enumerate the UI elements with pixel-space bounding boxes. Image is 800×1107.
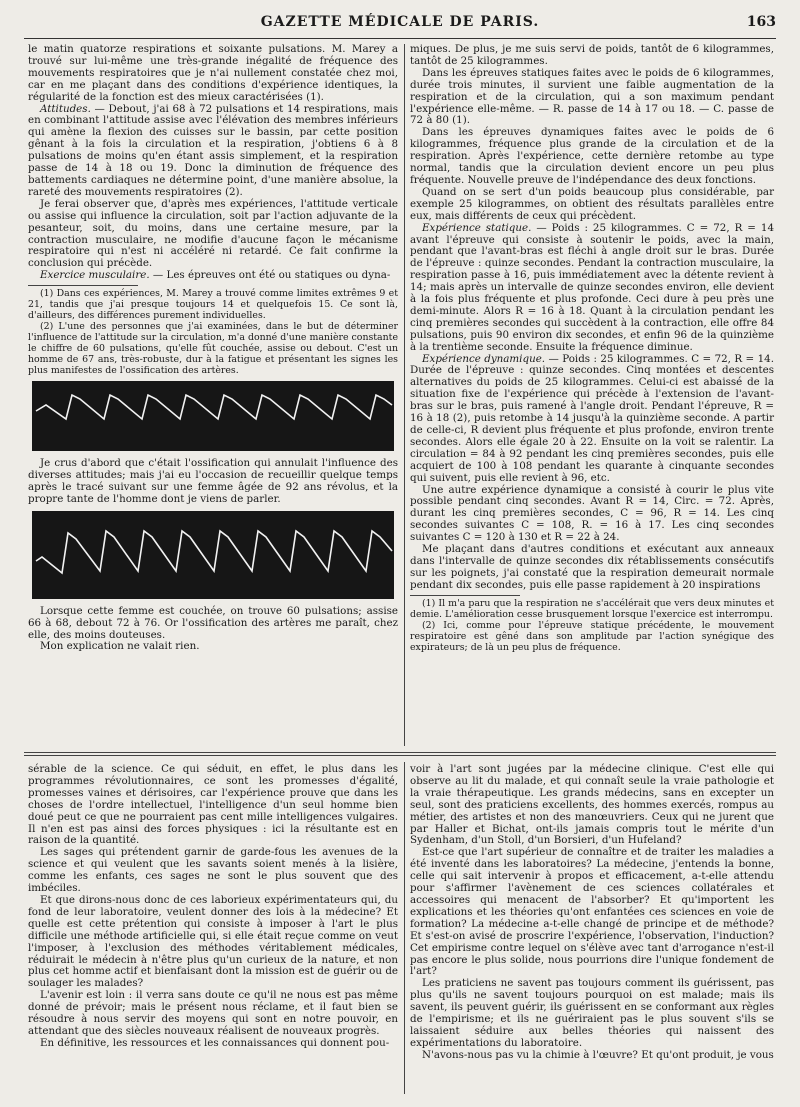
paragraph: Les sages qui prétendent garnir de garde-fous les avenues de la science et qui veulent que les savants soient menés à la lisière, comme les enfants, ces sages ne sont le plus souvent que des imbéciles. (28, 846, 398, 895)
column-upper-right (410, 44, 774, 653)
paragraph-dynamique: Expérience dynamique. — Poids : 25 kilogrammes. C = 72, R = 14. Durée de l'épreuve : quinze secondes. Cinq montées et descentes alternatives du poids de 25 kilogrammes. Celui-ci est abaissé de la situation fixe de l'expérience qui précède à l'extension de l'avant-bras sur le bras, puis ramené à l'angle droit. Pendant l'épreuve, R = 16 à 18 (2), puis retombe à 14 jusqu'à la quinzième seconde. A partir de celle-ci, R devient plus fréquente et plus profonde, environ trente secondes. Alors elle égale 20 à 22. Ensuite on la voit se ralentir. La circulation = 84 à 92 pendant les cinq premières secondes, puis elle acquiert de 100 à 108 pendant les quarante à cinquante secondes qui suivent, puis elle revient à 96, etc. (410, 352, 774, 484)
paragraph: Dans les épreuves statiques faites avec le poids de 6 kilogrammes, durée trois minutes, il survient une faible augmentation de la respiration et de la circulation, qui a son maximum pendant l'expérience elle-même. — R. passe de 14 à 17 ou 18. — C. passe de 72 à 80 (1). (410, 66, 774, 127)
column-divider-upper (404, 44, 405, 746)
pulse-tracing-figure-2 (32, 511, 394, 599)
column-lower-right (410, 764, 774, 1062)
paragraph: miques. De plus, je me suis servi de poids, tantôt de 6 kilogrammes, tantôt de 25 kilogrammes. (410, 43, 774, 67)
section-heading: Expérience dynamique. (422, 352, 546, 365)
section-rule (24, 752, 776, 753)
paragraph: Je ferai observer que, d'après mes expériences, l'attitude verticale ou assise qui influence la circulation, soit par l'action adjuvante de la pesanteur, soit, du moins, dans une certaine mesure, par la contraction musculaire, ne modifie d'aucune façon le mécanisme respiratoire qui n'est ni accéléré ni retardé. Ce fait confirme la conclusion qui précède. (28, 197, 398, 270)
paragraph: Dans les épreuves dynamiques faites avec le poids de 6 kilogrammes, fréquence plus grande de la circulation et de la respiration. Après l'expérience, cette dernière retombe au type normal, tandis que la circulation devient encore un peu plus fréquente. Nouvelle preuve de l'indépendance des deux fonctions. (410, 126, 774, 186)
paragraph: Une autre expérience dynamique a consisté à courir le plus vite possible pendant cinq secondes. Avant R = 14, Circ. = 72. Après, durant les cinq premières secondes, C = 96, R = 14. Les cinq secondes suivantes C = 108, R. = 16 à 17. Les cinq secondes suivantes C = 120 à 130 et R = 22 à 24. (410, 483, 774, 544)
column-upper-left (28, 44, 398, 653)
column-lower-left (28, 764, 398, 1050)
section-heading: Expérience statique. (422, 221, 532, 234)
footnote: (2) L'une des personnes que j'ai examinées, dans le but de déterminer l'influence de l'attitude sur la circulation, m'a donné d'une manière constante le chiffre de 60 pulsations, qu'elle fût couchée, assise ou debout. C'est un homme de 67 ans, très-robuste, dur à la fatigue et présentant les signes les plus manifestes de l'ossification des artères. (28, 321, 398, 377)
paragraph: Quand on se sert d'un poids beaucoup plus considérable, par exemple 25 kilogrammes, on obtient des résultats parallèles entre eux, mais différents de ceux qui précèdent. (410, 185, 774, 222)
pulse-tracing-figure-1 (32, 381, 394, 451)
paragraph: Est-ce que l'art supérieur de connaître et de traiter les maladies a été inventé dans les laboratoires? La médecine, j'entends la bonne, celle qui sait intervenir à propos et efficacement, a-t-elle attendu pour s'affirmer l'avènement de ces sciences collatérales et accessoires qui menacent de l'absorber? Et qu'importent les explications et les théories qu'ont enfantées ces sciences en voie de formation? La médecine a-t-elle changé de principe et de méthode? Et s'est-on avisé de proscrire l'expérience, l'observation, l'induction? Cet empirisme contre lequel on s'élève avec tant d'arrogance n'est-il pas encore le plus solide, nous pourrions dire l'unique fondement de l'art? (410, 846, 774, 978)
footnote-separator (28, 285, 138, 286)
paragraph-exercice: Exercice musculaire. — Les épreuves ont été ou statiques ou dyna- (40, 269, 391, 282)
section-rule-double (24, 755, 776, 756)
section-heading: Exercice musculaire. (40, 269, 150, 282)
footnote: (2) Ici, comme pour l'épreuve statique précédente, le mouvement respiratoire est gêné dans son amplitude par l'action synégique des expirateurs; de là un peu plus de fréquence. (410, 619, 774, 653)
paragraph: Les praticiens ne savent pas toujours comment ils guérissent, pas plus qu'ils ne savent toujours pourquoi on est malade; mais ils savent, ils peuvent guérir, ils guérissent en se conformant aux règles de l'empirisme; et ils ne guériraient pas le plus souvent s'ils se laissaient séduire aux belles théories qui naissent des expérimentations du laboratoire. (410, 977, 774, 1049)
paragraph-attitudes: Attitudes. — Debout, j'ai 68 à 72 pulsations et 14 respirations, mais en combinant l'attitude assise avec l'élévation des membres inférieurs qui amène la flexion des cuisses sur le bassin, par cette position gênant à la fois la circulation et la respiration, j'obtiens 6 à 8 pulsations de moins qu'en étant assis simplement, et la respiration passe de 14 à 18 ou 19. Donc la diminution de fréquence des battements cardiaques ne détermine point, d'une manière absolue, la rareté des mouvements respiratoires (2). (28, 102, 398, 198)
paragraph: En définitive, les ressources et les connaissances qui donnent pou- (40, 1036, 390, 1049)
paragraph: N'avons-nous pas vu la chimie à l'œuvre? Et qu'ont produit, je vous (422, 1048, 774, 1061)
paragraph: Je crus d'abord que c'était l'ossification qui annulait l'influence des diverses attitudes; mais j'ai eu l'occasion de recueillir quelque temps après le tracé suivant sur une femme âgée de 92 ans révolus, et la propre tante de l'homme dont je viens de parler. (28, 457, 398, 505)
paragraph: Mon explication ne valait rien. (40, 640, 200, 653)
paragraph: Lorsque cette femme est couchée, on trouve 60 pulsations; assise 66 à 68, debout 72 à 76. Or l'ossification des artères me paraît, chez elle, des moins douteuses. (28, 604, 398, 641)
section-heading: Attitudes. (40, 102, 91, 115)
column-divider-lower (404, 762, 405, 1094)
paragraph-statique: Expérience statique. — Poids : 25 kilogrammes. C = 72, R = 14 avant l'épreuve qui consiste à soutenir le poids, avec la main, pendant que l'avant-bras est fléchi à angle droit sur le bras. Durée de l'épreuve : quinze secondes. Pendant la contraction musculaire, la respiration passe à 16, puis immédiatement avec la détente revient à 14; mais après un intervalle de quinze secondes environ, elle devient à la fois plus fréquente et plus profonde. Ceci dure à peu près une demi-minute. Alors R = 16 à 18. Quant à la circulation pendant les cinq premières secondes qui succèdent à la contraction, elle offre 84 pulsations, puis 90 environ dix secondes, et enfin 96 de la quinzième à la trentième seconde. Ensuite la fréquence diminue. (410, 221, 774, 353)
page-header (24, 14, 776, 36)
page-number: 163 (746, 14, 776, 30)
journal-title: GAZETTE MÉDICALE DE PARIS. (260, 14, 540, 30)
footnote: (1) Dans ces expériences, M. Marey a trouvé comme limites extrêmes 9 et 21, tandis que j'ai presque toujours 14 et quelquefois 15. Ce sont là, d'ailleurs, des différences purement individuelles. (28, 288, 398, 322)
paragraph: L'avenir est loin : il verra sans doute ce qu'il ne nous est pas même donné de prévoir; mais le présent nous réclame, et il faut bien se résoudre à nous servir des moyens qui sont en notre pouvoir, en attendant que des siècles nouveaux réalisent de nouveaux progrès. (28, 989, 398, 1037)
footnote-separator (410, 595, 520, 596)
paragraph: voir à l'art sont jugées par la médecine clinique. C'est elle qui observe au lit du malade, et qui connaît seule la vraie pathologie et la vraie thérapeutique. Les grands médecins, sans en excepter un seul, sont des praticiens excellents, des hommes exercés, rompus au métier, des artistes et non des manœuvriers. Ceux qui ne jurent que par Haller et Bichat, ont-ils jamais compris tout le mérite d'un Sydenham, d'un Stoll, d'un Borsieri, d'un Hufeland? (410, 763, 774, 847)
paragraph: le matin quatorze respirations et soixante pulsations. M. Marey a trouvé sur lui-même une très-grande inégalité de fréquence des mouvements respiratoires que je n'ai nullement constatée chez moi, car en me plaçant dans des conditions d'expérience identiques, la régularité de la fonction est des mieux caractérisées (1). (28, 43, 398, 103)
paragraph: sérable de la science. Ce qui séduit, en effet, le plus dans les programmes révolutionnaires, ce sont les promesses d'égalité, promesses vaines et dérisoires, car l'expérience prouve que dans les choses de l'ordre intellectuel, l'intelligence d'un seul homme bien doué peut ce que ne pourraient pas cent mille intelligences vulgaires. Il n'en est pas ainsi des forces physiques : ici la résultante est en raison de la quantité. (28, 763, 398, 847)
header-rule (24, 38, 776, 39)
paragraph: Et que dirons-nous donc de ces laborieux expérimentateurs qui, du fond de leur laboratoire, veulent donner des lois à la médecine? Et quelle est cette prétention qui consiste à imposer à l'art le plus difficile une méthode artificielle qui, si elle était reçue comme on veut l'imposer, à l'exclusion des méthodes véritablement médicales, réduirait le médecin à n'être plus qu'un curieux de la nature, et non plus cet homme actif et bienfaisant dont la mission est de guérir ou de soulager les malades? (28, 893, 398, 990)
footnote: (1) Il m'a paru que la respiration ne s'accélérait que vers deux minutes et demie. L'amélioration cesse brusquement lorsque l'exercice est interrompu. (410, 597, 774, 620)
paragraph: Me plaçant dans d'autres conditions et exécutant aux anneaux dans l'intervalle de quinze secondes dix rétablissements consécutifs sur les poignets, j'ai constaté que la respiration demeurait normale pendant dix secondes, puis elle passe rapidement à 20 inspirations (410, 543, 774, 591)
